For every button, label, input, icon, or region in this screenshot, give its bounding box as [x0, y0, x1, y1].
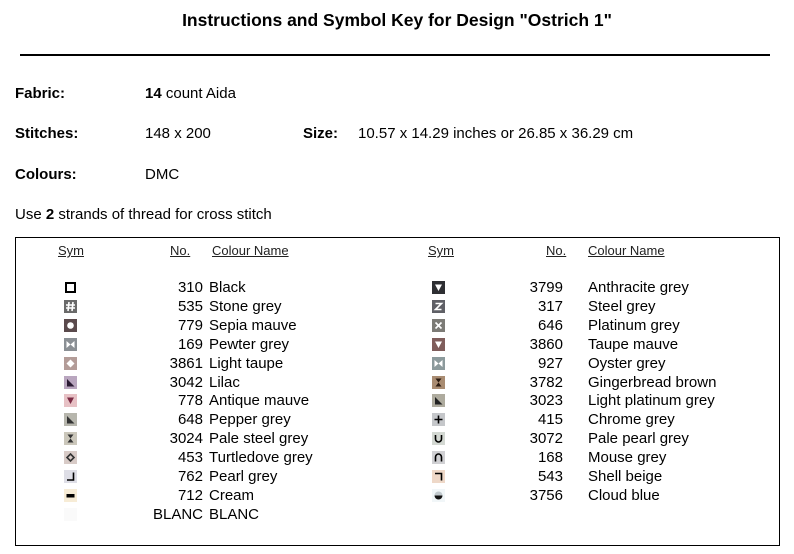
dmc-number: 762: [177, 468, 203, 485]
dmc-number: 927: [537, 354, 563, 372]
colour-name: Turtledove grey: [209, 449, 313, 467]
dmc-number: 3799: [529, 279, 563, 296]
colour-name: Pearl grey: [209, 468, 278, 485]
strands-pre: Use: [15, 206, 46, 223]
dmc-number: 3024: [169, 430, 203, 448]
colour-name: Oyster grey: [588, 354, 666, 372]
blank-icon: [64, 508, 77, 521]
key-row: [16, 354, 776, 373]
triangle-corner-icon: [432, 394, 445, 407]
colour-name: Antique mauve: [209, 392, 310, 410]
colour-name: Stone grey: [209, 297, 282, 315]
colour-name: Lilac: [209, 373, 240, 391]
colour-name: Chrome grey: [588, 411, 675, 429]
key-row: [16, 505, 776, 524]
dmc-number: 317: [537, 297, 563, 315]
dmc-number: 712: [177, 486, 203, 504]
dmc-number: 3782: [529, 373, 563, 391]
colour-name: Light platinum grey: [588, 392, 715, 410]
bowtie-icon: [432, 357, 445, 370]
header-no-right: No.: [546, 243, 567, 258]
colours-label: Colours:: [15, 166, 77, 183]
fabric-label: Fabric:: [15, 85, 66, 102]
corner-r-icon: [432, 470, 445, 483]
dmc-number: 779: [177, 316, 203, 334]
arch-icon: [432, 451, 445, 464]
dmc-number: 3072: [529, 430, 563, 448]
triangle-down-icon: [432, 281, 445, 294]
key-row: [16, 486, 776, 505]
dmc-number: 3861: [169, 354, 203, 372]
dmc-number: 535: [177, 297, 203, 315]
title-rule: [20, 54, 770, 56]
colour-name: Gingerbread brown: [588, 373, 717, 391]
colour-name: BLANC: [209, 505, 260, 523]
cup-icon: [432, 432, 445, 445]
key-row: [16, 410, 776, 429]
key-row: [16, 373, 776, 392]
dmc-number: BLANC: [152, 505, 203, 523]
dmc-number: 646: [537, 316, 563, 334]
x-icon: [432, 319, 445, 332]
page-title: Instructions and Symbol Key for Design "Ostrich 1": [182, 10, 612, 30]
header-name-left: Colour Name: [212, 243, 289, 258]
key-row: [16, 429, 776, 448]
colour-name: Steel grey: [588, 297, 656, 315]
colour-name: Pale steel grey: [209, 430, 309, 448]
hourglass-icon: [432, 376, 445, 389]
size-value: 10.57 x 14.29 inches or 26.85 x 36.29 cm: [358, 125, 634, 142]
colour-name: Pepper grey: [209, 411, 291, 429]
dmc-number: 310: [177, 279, 203, 296]
colour-name: Cloud blue: [588, 486, 660, 504]
header-sym-right: Sym: [428, 243, 454, 258]
plus-icon: [432, 413, 445, 426]
dmc-number: 169: [177, 335, 203, 353]
colours-value: DMC: [145, 166, 180, 183]
header-sym-left: Sym: [58, 243, 84, 258]
strands-post: strands of thread for cross stitch: [54, 206, 272, 223]
colour-name: Mouse grey: [588, 449, 667, 467]
key-row: [16, 316, 776, 335]
dmc-number: 3756: [529, 486, 563, 504]
dmc-number: 543: [537, 468, 563, 485]
strands-instruction: [15, 206, 272, 223]
key-row: [16, 297, 776, 316]
symbol-key-table: [15, 237, 780, 546]
stitches-value: 148 x 200: [145, 125, 211, 142]
strands-count: 2: [45, 206, 55, 223]
colour-name: Cream: [209, 486, 255, 504]
colour-name: Taupe mauve: [588, 335, 679, 353]
dmc-number: 3860: [529, 335, 563, 353]
colour-name: Pale pearl grey: [588, 430, 689, 448]
key-row: [16, 467, 776, 486]
colour-name: Light taupe: [209, 354, 284, 372]
fabric-type: count Aida: [161, 85, 236, 102]
colour-name: Anthracite grey: [588, 279, 689, 296]
colour-name: Black: [209, 279, 246, 296]
dmc-number: 3042: [169, 373, 203, 391]
dmc-number: 778: [177, 392, 203, 410]
header-no-left: No.: [170, 243, 191, 258]
key-row: [16, 278, 776, 297]
dmc-number: 453: [177, 449, 203, 467]
fabric-value: [145, 85, 236, 102]
triangle-down-icon: [432, 338, 445, 351]
header-name-right: Colour Name: [588, 243, 665, 258]
size-label: Size:: [303, 125, 339, 142]
half-circle-icon: [432, 489, 445, 502]
dmc-number: 648: [177, 411, 203, 429]
colour-name: Sepia mauve: [209, 316, 297, 334]
dmc-number: 415: [537, 411, 563, 429]
colour-name: Shell beige: [588, 468, 663, 485]
key-row: [16, 391, 776, 410]
z-icon: [432, 300, 445, 313]
key-row: [16, 335, 776, 354]
colour-name: Pewter grey: [209, 335, 290, 353]
colour-name: Platinum grey: [588, 316, 680, 334]
stitches-label: Stitches:: [15, 125, 79, 142]
fabric-count: 14: [145, 85, 162, 102]
dmc-number: 168: [537, 449, 563, 467]
key-row: [16, 448, 776, 467]
dmc-number: 3023: [529, 392, 563, 410]
